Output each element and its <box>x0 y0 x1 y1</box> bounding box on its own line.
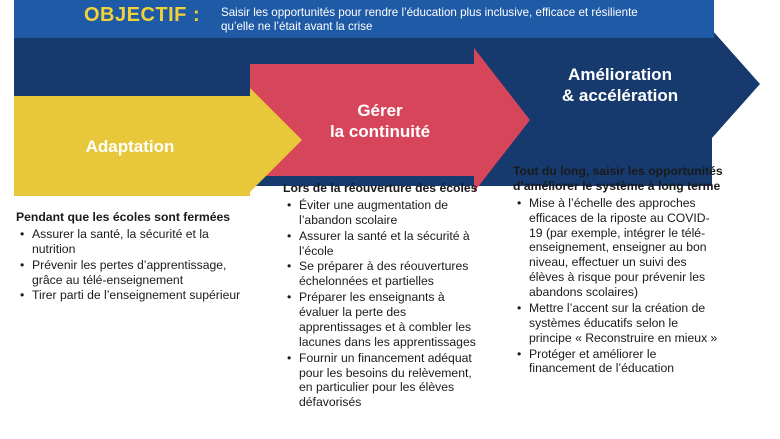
list-item: • Se préparer à des réouvertures échelonnées et partielles <box>299 259 479 289</box>
phase-adaptation-details <box>16 210 250 304</box>
list-item: • Protéger et améliorer le financement de l’éducation <box>529 347 723 377</box>
phase-continuity-list <box>283 198 479 410</box>
phase-adaptation-heading: Pendant que les écoles sont fermées <box>16 210 231 224</box>
phase-improvement-heading: Tout du long, saisir les opportunités d’améliorer le système à long terme <box>513 164 723 193</box>
phase-adaptation-list <box>16 227 250 303</box>
phase-adaptation-title: Adaptation <box>85 137 175 156</box>
list-item: • Assurer la santé, la sécurité et la nutrition <box>32 227 250 257</box>
list-item: • Éviter une augmentation de l’abandon scolaire <box>299 198 479 228</box>
phase-continuity-title-line1: Gérer <box>357 101 403 120</box>
list-item: • Préparer les enseignants à évaluer la perte des apprentissages et à combler les lacunes dans les apprentissages <box>299 290 479 350</box>
phase-improvement-list <box>513 196 723 377</box>
phase-continuity-details <box>283 181 479 411</box>
list-item: • Prévenir les pertes d’apprentissage, grâce au télé-enseignement <box>32 258 250 288</box>
list-item: • Mise à l’échelle des approches efficaces de la riposte au COVID-19 (par exemple, intégrer le télé-enseignement, enseigner au bon niveau, effectuer un suivi des élèves à risque pour prévenir les abandons scolaires) <box>529 196 723 300</box>
list-item: • Fournir un financement adéquat pour les besoins du relèvement, en particulier pour les élèves défavorisés <box>299 351 479 411</box>
phase-continuity-heading: Lors de la réouverture des écoles <box>283 181 478 195</box>
list-item: • Assurer la santé et la sécurité à l’école <box>299 229 479 259</box>
objective-text: Saisir les opportunités pour rendre l’éducation plus inclusive, efficace et résiliente qu’elle ne l’était avant la crise <box>221 6 638 33</box>
phase-improvement-title-line1: Amélioration <box>568 65 672 84</box>
phase-improvement-details <box>513 164 723 377</box>
phase-continuity-title-line2: la continuité <box>329 122 431 142</box>
phase-continuity-title <box>300 100 460 143</box>
list-item: • Tirer parti de l’enseignement supérieur <box>32 288 250 303</box>
phase-improvement-title <box>520 64 720 107</box>
objective-label: OBJECTIF : <box>84 4 201 26</box>
phase-improvement-title-line2: & accélération <box>561 86 679 106</box>
list-item: • Mettre l’accent sur la création de systèmes éducatifs selon le principe « Reconstruire en mieux » <box>529 301 723 346</box>
